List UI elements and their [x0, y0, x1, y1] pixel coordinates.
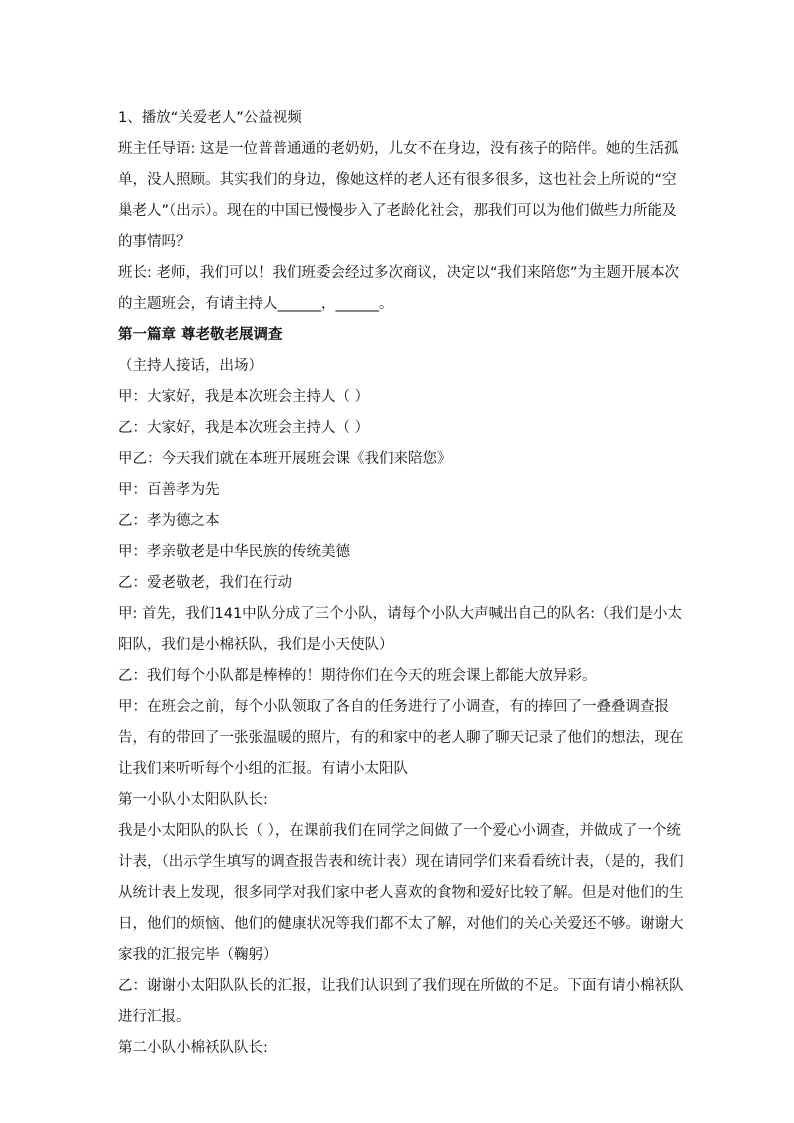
- paragraph-line-1: 甲：百善孝为先: [118, 482, 220, 498]
- paragraph-teacher-intro: 班主任导语: 这是一位普普通通的老奶奶，儿女不在身边，没有孩子的陪伴。她的生活孤单，没人照顾。其实我们的身边，像她这样的老人还有很多很多，这也社会上所说的“空巢老人”（出示）。现在的中国已慢慢步入了老龄化社会，那我们可以为他们做些力所能及的事情吗？: [118, 141, 679, 250]
- paragraph-team-praise: 乙：我们每个小队都是棒棒的！期待你们在今天的班会课上都能大放异彩。: [118, 668, 597, 684]
- section-heading: 第一篇章 尊老敬老展调查: [118, 327, 283, 343]
- paragraph-line-3: 甲：孝亲敬老是中华民族的传统美德: [118, 544, 350, 560]
- paragraph-team1-report: 我是小太阳队的队长（ ），在课前我们在同学之间做了一个爱心小调查，并做成了一个统计表，（出示学生填写的调查报告表和统计表）现在请同学们来看看统计表，（是的，我们从统计表上发现，很多同学对我们家中老人喜欢的食物和爱好比较了解。但是对他们的生日，他们的烦恼、他们的健康状况等我们都不太了解，对他们的关心关爱还不够。谢谢大家我的汇报完毕（鞠躬）: [118, 823, 684, 963]
- paragraph-team2-leader: 第二小队小棉袄队队长:: [118, 1040, 268, 1056]
- paragraph-line-2: 乙：孝为德之本: [118, 513, 220, 529]
- paragraph-thanks-team1: 乙：谢谢小太阳队队长的汇报，让我们认识到了我们现在所做的不足。下面有请小棉袄队进行汇报。: [118, 978, 684, 1025]
- paragraph-host-b-intro: 乙：大家好，我是本次班会主持人（ ）: [118, 420, 370, 436]
- paragraph-survey-intro: 甲：在班会之前，每个小队领取了各自的任务进行了小调查，有的捧回了一叠叠调查报告，有的带回了一张张温暖的照片，有的和家中的老人聊了聊天记录了他们的想法，现在让我们来听听每个小组的汇报。有请小太阳队: [118, 699, 684, 777]
- paragraph-hosts-together: 甲乙：今天我们就在本班开展班会课《我们来陪您》: [118, 451, 452, 467]
- paragraph-line-4: 乙：爱老敬老，我们在行动: [118, 575, 292, 591]
- paragraph-team1-leader: 第一小队小太阳队队长:: [118, 792, 268, 808]
- paragraph-team-names: 甲: 首先，我们141中队分成了三个小队，请每个小队大声喊出自己的队名:（我们是小太阳队，我们是小棉袄队，我们是小天使队）: [118, 606, 683, 653]
- paragraph-host-a-intro: 甲：大家好，我是本次班会主持人（ ）: [118, 389, 370, 405]
- paragraph-stage-direction: （主持人接话，出场）: [118, 358, 263, 374]
- paragraph-video: 1、播放“关爱老人”公益视频: [118, 110, 302, 126]
- paragraph-monitor: 班长: 老师，我们可以！我们班委会经过多次商议，决定以“我们来陪您”为主题开展本次的主题班会，有请主持人______，______。: [118, 265, 680, 312]
